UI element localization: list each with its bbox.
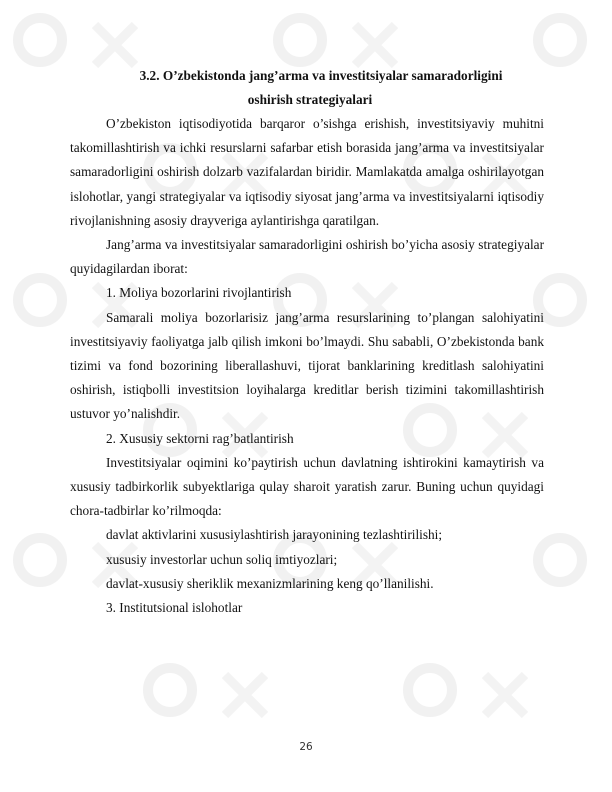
section-title <box>70 64 544 112</box>
list-item: davlat-xususiy sheriklik mexanizmlarining keng qo’llanilishi. <box>106 575 434 591</box>
heading-item-2: 2. Xususiy sektorni rag’batlantirish <box>106 430 294 446</box>
paragraph-intro: O’zbekiston iqtisodiyotida barqaror o’sishga erishish, investitsiyaviy muhitni takomillashtirish va ichki resurslarni safarbar etish borasida jang’arma va investitsiyalar samaradorligini oshirish dolzarb vazifalardan biridir. Mamlakatda amalga oshirilayotgan islohotlar, yangi strategiyalar va iqtisodiy siyosat jang’arma va investitsiyalarni iqtisodiy rivojlanishning asosiy drayveriga aylantirishga qaratilgan. <box>70 116 544 228</box>
list-item: davlat aktivlarini xususiylashtirish jarayonining tezlashtirilishi; <box>106 527 443 543</box>
section-title-line-2: oshirish strategiyalari <box>247 92 373 107</box>
paragraph-private-sector: Investitsiyalar oqimini ko’paytirish uchun davlatning ishtirokini kamaytirish va xususiy tadbirkorlik subyektlariga qulay sharoit yaratish zarur. Buning uchun quyidagi chora-tadbirlar ko’rilmoqda: <box>70 454 544 519</box>
document-body <box>70 64 544 620</box>
page-number: 26 <box>299 741 313 753</box>
section-title-line-1: 3.2. O’zbekistonda jang’arma va investitsiyalar samaradorligini <box>139 68 503 83</box>
heading-item-3: 3. Institutsional islohotlar <box>106 600 243 616</box>
paragraph-financial-markets: Samarali moliya bozorlarisiz jang’arma resurslarining to’plangan salohiyatini investitsiyaviy faoliyatga jalb qilish imkoni bo’lmaydi. Shu sababli, O’zbekistonda bank tizimi va fond bozorining liberallashuvi, tijorat banklarining kreditlash salohiyatini oshirish, istiqbolli investitsion loyihalarga kreditlar berish tizimini takomillashtirish ustuvor yo’nalishdir. <box>70 309 544 422</box>
paragraph-strategies-lead: Jang’arma va investitsiyalar samaradorligini oshirish bo’yicha asosiy strategiyalar quyidagilardan iborat: <box>70 237 544 277</box>
list-item: xususiy investorlar uchun soliq imtiyozlari; <box>106 551 338 567</box>
heading-item-1: 1. Moliya bozorlarini rivojlantirish <box>106 285 292 301</box>
